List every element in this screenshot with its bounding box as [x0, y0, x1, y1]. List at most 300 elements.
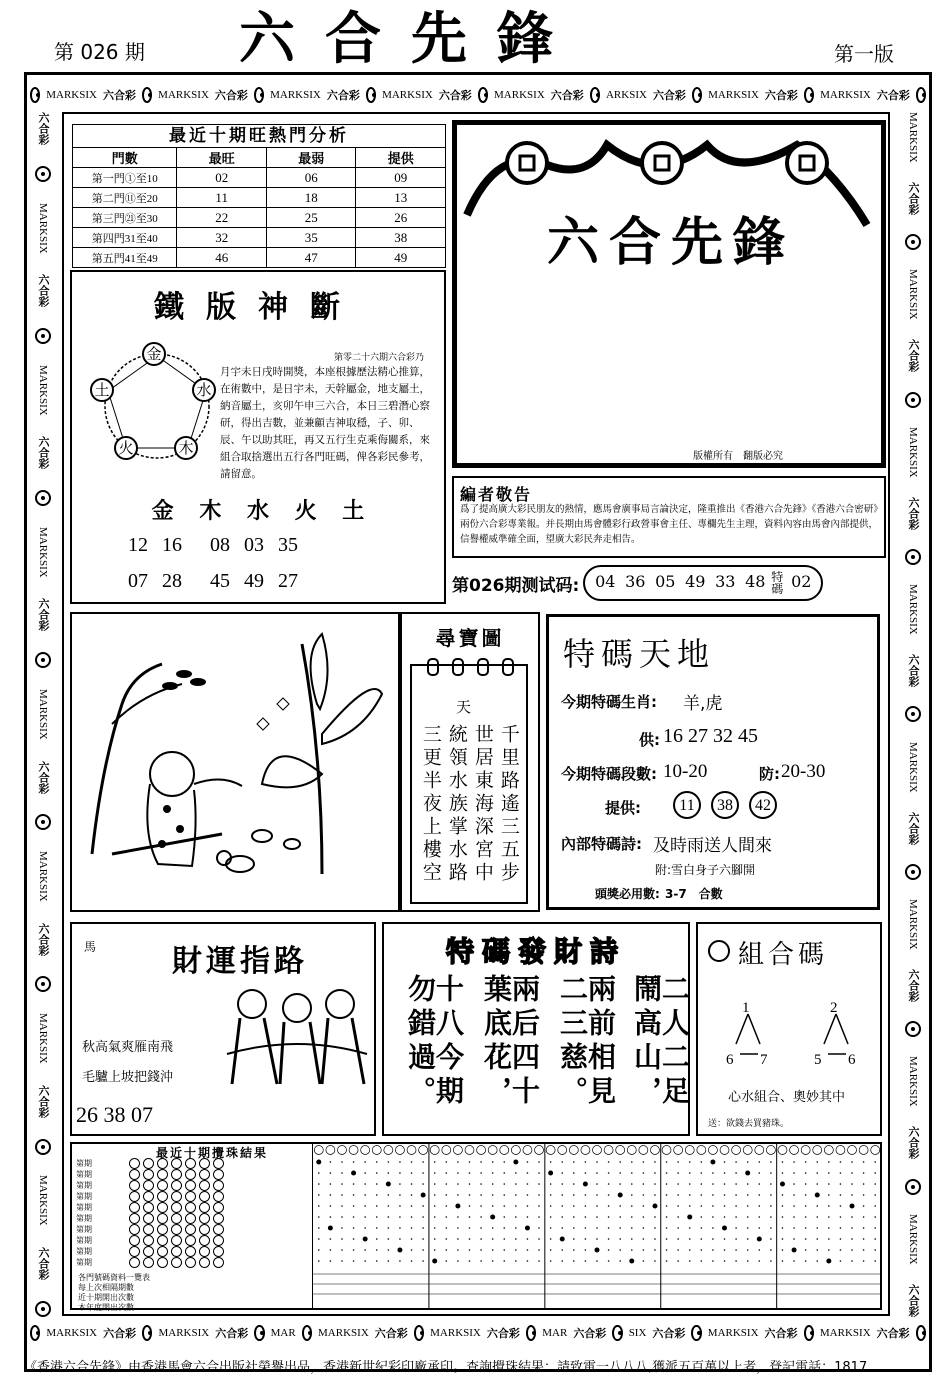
grid-dot: [503, 1238, 505, 1240]
grid-dot: [469, 1227, 471, 1229]
grid-dot: [840, 1183, 842, 1185]
table-cell: 46: [177, 248, 267, 268]
grid-dot: [561, 1216, 563, 1218]
border-word: 六合彩: [907, 654, 919, 688]
border-word: 六合彩: [438, 90, 472, 102]
grid-dot: [399, 1205, 401, 1207]
grid-dot: [863, 1249, 865, 1251]
grid-dot: [318, 1172, 320, 1174]
border-word: MARKSIX: [318, 1327, 369, 1339]
grid-dot: [480, 1227, 482, 1229]
ball-slot-icon: [213, 1235, 224, 1246]
grid-dot: [561, 1249, 563, 1251]
grid-dot: [316, 1160, 321, 1165]
masthead-big-title: 六合先鋒: [546, 213, 795, 273]
grid-dot: [376, 1238, 378, 1240]
combo-note: 送：欲錢去買豬珠。: [708, 1119, 790, 1129]
grid-dot: [527, 1183, 529, 1185]
flower-icon: [35, 814, 51, 830]
grid-dot: [631, 1205, 633, 1207]
flower-icon: [905, 549, 921, 565]
grid-dot: [330, 1183, 332, 1185]
grid-dot: [608, 1172, 610, 1174]
grid-dot: [608, 1216, 610, 1218]
ring-icon: [427, 658, 439, 676]
ball-slot-icon: [129, 1158, 140, 1169]
grid-dot: [492, 1260, 494, 1262]
grid-dot: [585, 1249, 587, 1251]
grid-dot: [863, 1227, 865, 1229]
grid-dot: [364, 1172, 366, 1174]
grid-dot: [376, 1216, 378, 1218]
border-word: MARKSIX: [907, 269, 919, 321]
ball-slot-icon: [143, 1158, 154, 1169]
grid-dot: [388, 1227, 390, 1229]
grid-dot: [538, 1183, 540, 1185]
grid-dot: [411, 1205, 413, 1207]
border-word: 六合彩: [764, 90, 798, 102]
grid-dot: [364, 1205, 366, 1207]
grid-dot: [434, 1205, 436, 1207]
test-number: 04: [595, 572, 616, 591]
grid-dot: [490, 1215, 495, 1220]
hot-table: [72, 147, 446, 268]
results-row-label: 第期: [76, 1258, 92, 1267]
ball-slot-icon: [143, 1224, 154, 1235]
grid-dot: [434, 1161, 436, 1163]
grid-dot: [689, 1161, 691, 1163]
grid-dot: [388, 1216, 390, 1218]
border-word: MARKSIX: [37, 1013, 49, 1064]
ball-slot-icon: [213, 1191, 224, 1202]
grid-dot: [874, 1238, 876, 1240]
ball-slot-icon: [199, 1158, 210, 1169]
border-word: MARKSIX: [46, 89, 97, 101]
grid-dot: [550, 1194, 552, 1196]
results-row-label: 第期: [76, 1247, 92, 1256]
poem-value: 及時雨送人間來: [653, 836, 772, 856]
ball-slot-icon: [171, 1246, 182, 1257]
number-row-2: [128, 570, 298, 593]
grid-dot: [353, 1227, 355, 1229]
ball-slot-icon: [143, 1169, 154, 1180]
grid-dot: [608, 1238, 610, 1240]
grid-dot: [318, 1194, 320, 1196]
border-word: MARKSIX: [907, 741, 919, 793]
grid-dot: [654, 1216, 656, 1218]
grid-header-circle: [790, 1146, 799, 1155]
border-word: 六合彩: [907, 339, 919, 373]
grid-dot: [388, 1172, 390, 1174]
border-word: MARKSIX: [707, 1327, 759, 1339]
results-panel: [70, 1142, 882, 1310]
grid-dot: [561, 1205, 563, 1207]
grid-dot: [515, 1227, 517, 1229]
grid-dot: [596, 1227, 598, 1229]
edition-label: 第一版: [834, 42, 894, 66]
grid-dot: [874, 1227, 876, 1229]
grid-dot: [596, 1194, 598, 1196]
grid-dot: [631, 1238, 633, 1240]
grid-dot: [874, 1260, 876, 1262]
grid-dot: [596, 1205, 598, 1207]
grid-dot: [758, 1205, 760, 1207]
grid-dot: [434, 1172, 436, 1174]
table-cell: 第五門41至49: [73, 248, 177, 268]
grid-dot: [492, 1238, 494, 1240]
grid-dot: [701, 1216, 703, 1218]
grid-dot: [666, 1249, 668, 1251]
grid-header-circle: [488, 1146, 497, 1155]
ball-slot-icon: [185, 1257, 196, 1268]
combo-left-top: 1: [742, 1000, 750, 1016]
ball-slot-icon: [171, 1257, 182, 1268]
grid-dot: [770, 1194, 772, 1196]
border-word: 六合彩: [573, 1328, 607, 1340]
grid-dot: [619, 1227, 621, 1229]
grid-header-circle: [535, 1146, 544, 1155]
border-word: 六合彩: [876, 1328, 910, 1340]
results-row-label: 第期: [76, 1203, 92, 1212]
grid-dot: [758, 1161, 760, 1163]
grid-header-circle: [407, 1146, 416, 1155]
results-row: [76, 1191, 308, 1202]
grid-dot: [701, 1205, 703, 1207]
grid-dot: [399, 1161, 401, 1163]
grid-dot: [805, 1172, 807, 1174]
test-code-box: [583, 565, 823, 601]
grid-dot: [422, 1205, 424, 1207]
border-word: 六合彩: [374, 1328, 408, 1340]
grid-dot: [573, 1249, 575, 1251]
grid-header-circle: [337, 1146, 346, 1155]
hot-table-panel: [72, 124, 446, 264]
ball-slot-icon: [129, 1202, 140, 1213]
border-word: MARKSIX: [907, 426, 919, 478]
border-word: 六合彩: [907, 496, 919, 530]
ball-slot-icon: [143, 1180, 154, 1191]
table-cell: 第三門㉑至30: [73, 208, 177, 228]
test-number: 33: [715, 572, 736, 591]
grid-dot: [550, 1216, 552, 1218]
grid-dot: [666, 1260, 668, 1262]
grid-dot: [469, 1194, 471, 1196]
grid-dot: [828, 1183, 830, 1185]
grid-dot: [850, 1204, 855, 1209]
grid-dot: [480, 1194, 482, 1196]
grid-header-circle: [871, 1146, 880, 1155]
boy-and-plant-illustration: [72, 614, 398, 910]
grid-dot: [573, 1205, 575, 1207]
grid-dot: [434, 1238, 436, 1240]
tieban-text: 月宇未日戌時開獎，本座根據歷法精心推算，在術數中，是日宇未，天幹屬金，地支屬土，納音屬土，亥卯午申三六合，本日三碧潛心察研，得出吉數，並兼顧吉神取穩，子、卯、辰、午以助其旺，再又五行生克乘侮關系，來組合取捨選出五行各門旺碼，俾各彩民參考，請留意。: [220, 366, 430, 480]
grid-dot: [826, 1259, 831, 1264]
grid-dot: [480, 1172, 482, 1174]
grid-dot: [446, 1161, 448, 1163]
grid-dot: [388, 1238, 390, 1240]
grid-dot: [388, 1161, 390, 1163]
grid-dot: [782, 1249, 784, 1251]
grid-dot: [782, 1205, 784, 1207]
grid-dot: [364, 1216, 366, 1218]
grid-dot: [318, 1216, 320, 1218]
table-cell: 09: [356, 168, 446, 188]
grid-header-circle: [546, 1146, 555, 1155]
grid-dot: [341, 1249, 343, 1251]
grid-dot: [631, 1227, 633, 1229]
ring-icon: [452, 658, 464, 676]
ball-slot-icon: [213, 1224, 224, 1235]
grid-dot: [805, 1249, 807, 1251]
grid-dot: [573, 1238, 575, 1240]
column-header: 提供: [356, 148, 446, 168]
grid-dot: [397, 1248, 402, 1253]
flower-icon: [478, 87, 488, 103]
grid-dot: [353, 1216, 355, 1218]
results-grid: [312, 1144, 880, 1308]
column-header: 最弱: [266, 148, 356, 168]
table-cell: 49: [356, 248, 446, 268]
grid-header-circle: [627, 1146, 636, 1155]
border-word: MARKSIX: [37, 202, 49, 254]
grid-dot: [561, 1172, 563, 1174]
ball-slot-icon: [129, 1169, 140, 1180]
grid-dot: [863, 1216, 865, 1218]
grid-dot: [573, 1216, 575, 1218]
grid-dot: [341, 1227, 343, 1229]
grid-dot: [434, 1183, 436, 1185]
number-row-1: [128, 534, 298, 557]
grid-dot: [469, 1249, 471, 1251]
grid-dot: [874, 1205, 876, 1207]
grid-dot: [595, 1248, 600, 1253]
grid-dot: [376, 1205, 378, 1207]
provide-label: 供:: [639, 731, 660, 749]
table-cell: 22: [177, 208, 267, 228]
grid-dot: [469, 1172, 471, 1174]
treasure-map-panel: [400, 612, 540, 912]
ball-slot-icon: [199, 1235, 210, 1246]
grid-dot: [596, 1260, 598, 1262]
grid-dot: [411, 1238, 413, 1240]
grid-dot: [341, 1260, 343, 1262]
grid-dot: [793, 1172, 795, 1174]
results-row: [76, 1257, 308, 1268]
grid-dot: [710, 1160, 715, 1165]
results-row: [76, 1224, 308, 1235]
grid-dot: [735, 1161, 737, 1163]
lottery-number: 07: [128, 570, 148, 592]
grid-dot: [851, 1194, 853, 1196]
ball-slot-icon: [157, 1180, 168, 1191]
grid-dot: [712, 1227, 714, 1229]
grid-dot: [619, 1249, 621, 1251]
grid-dot: [573, 1227, 575, 1229]
border-word: SIX: [628, 1327, 647, 1339]
ball-slot-icon: [143, 1213, 154, 1224]
grid-dot: [446, 1227, 448, 1229]
border-word: 六合彩: [37, 598, 49, 632]
results-grid-svg: [313, 1144, 881, 1308]
grid-dot: [793, 1194, 795, 1196]
grid-dot: [770, 1216, 772, 1218]
grid-dot: [782, 1238, 784, 1240]
table-cell: 第四門31至40: [73, 228, 177, 248]
grid-dot: [747, 1205, 749, 1207]
flower-icon: [35, 976, 51, 992]
grid-dot: [874, 1249, 876, 1251]
border-word: MARKSIX: [37, 526, 49, 578]
element-earth: 土: [90, 378, 114, 402]
border-word: MARKSIX: [907, 1213, 919, 1265]
border-word: 六合彩: [37, 274, 49, 308]
ball-slot-icon: [171, 1224, 182, 1235]
grid-dot: [631, 1216, 633, 1218]
grid-dot: [828, 1216, 830, 1218]
ball-slot-icon: [157, 1202, 168, 1213]
border-word: MARKSIX: [37, 851, 49, 902]
grid-dot: [318, 1183, 320, 1185]
grid-dot: [643, 1183, 645, 1185]
grid-dot: [735, 1227, 737, 1229]
grid-dot: [770, 1227, 772, 1229]
grid-dot: [513, 1160, 518, 1165]
border-word: MARKSIX: [708, 89, 759, 101]
flower-icon: [905, 1021, 921, 1037]
grid-dot: [793, 1216, 795, 1218]
poem-label: 內部特碼詩:: [561, 835, 642, 853]
flower-icon: [142, 87, 152, 103]
border-word: MARKSIX: [494, 89, 545, 101]
combo-left-l: 6: [726, 1052, 734, 1068]
combo-title: 組合碼: [738, 940, 829, 970]
grid-dot: [654, 1183, 656, 1185]
border-left: [30, 112, 56, 1317]
grid-dot: [805, 1238, 807, 1240]
page-title: 六合先鋒: [239, 7, 583, 72]
results-row: [76, 1235, 308, 1246]
grid-dot: [573, 1260, 575, 1262]
grid-dot: [643, 1238, 645, 1240]
ball-slot-icon: [213, 1169, 224, 1180]
grid-dot: [805, 1216, 807, 1218]
grid-dot: [457, 1238, 459, 1240]
grid-dot: [364, 1161, 366, 1163]
combo-left-r: 7: [760, 1052, 768, 1068]
grid-header-circle: [314, 1146, 323, 1155]
copyright-note: 版權所有 翻版必究: [693, 451, 783, 462]
border-word: MARKSIX: [907, 112, 919, 163]
grid-dot: [446, 1194, 448, 1196]
grid-dot: [353, 1238, 355, 1240]
grid-dot: [619, 1172, 621, 1174]
supply-label: 提供:: [605, 799, 641, 817]
grid-dot: [666, 1161, 668, 1163]
results-row: [76, 1213, 308, 1224]
grid-dot: [421, 1193, 426, 1198]
ball-slot-icon: [185, 1191, 196, 1202]
grid-dot: [724, 1194, 726, 1196]
grid-dot: [840, 1249, 842, 1251]
grid-dot: [654, 1260, 656, 1262]
grid-dot: [677, 1260, 679, 1262]
grid-dot: [351, 1171, 356, 1176]
grid-dot: [619, 1161, 621, 1163]
grid-header-circle: [593, 1146, 602, 1155]
grid-dot: [457, 1172, 459, 1174]
grid-dot: [863, 1194, 865, 1196]
tieban-panel: [70, 270, 446, 604]
grid-dot: [388, 1249, 390, 1251]
grid-dot: [548, 1171, 553, 1176]
grid-dot: [608, 1260, 610, 1262]
grid-header-circle: [708, 1146, 717, 1155]
grid-dot: [643, 1205, 645, 1207]
grid-dot: [805, 1183, 807, 1185]
test-number: 05: [655, 572, 676, 591]
notice-title: 編者敬告: [460, 485, 533, 504]
grid-dot: [689, 1183, 691, 1185]
grid-header-circle: [650, 1146, 659, 1155]
border-word: 六合彩: [652, 90, 686, 102]
test-code-row: [452, 564, 886, 602]
caifu-numbers: 26 38 07: [76, 1102, 153, 1127]
grid-dot: [770, 1183, 772, 1185]
lottery-number: 35: [278, 534, 298, 556]
flower-icon: [142, 1325, 152, 1341]
grid-dot: [747, 1194, 749, 1196]
grid-dot: [538, 1205, 540, 1207]
grid-dot: [805, 1194, 807, 1196]
grid-dot: [758, 1227, 760, 1229]
grid-dot: [851, 1216, 853, 1218]
grid-dot: [666, 1205, 668, 1207]
caifu-panel: [70, 922, 376, 1136]
grid-dot: [457, 1161, 459, 1163]
border-word: MARKSIX: [46, 1327, 98, 1339]
grid-dot: [330, 1205, 332, 1207]
grid-header-circle: [569, 1146, 578, 1155]
grid-dot: [666, 1172, 668, 1174]
ball-slot-icon: [199, 1213, 210, 1224]
results-row-label: 第期: [76, 1159, 92, 1168]
grid-header-circle: [430, 1146, 439, 1155]
grid-dot: [840, 1238, 842, 1240]
grid-dot: [735, 1205, 737, 1207]
grid-dot: [793, 1260, 795, 1262]
grid-dot: [712, 1238, 714, 1240]
grid-dot: [828, 1227, 830, 1229]
results-row: [76, 1202, 308, 1213]
grid-dot: [573, 1194, 575, 1196]
grid-header-circle: [384, 1146, 393, 1155]
tema-poem-panel: [382, 922, 690, 1136]
ball-slot-icon: [171, 1213, 182, 1224]
grid-dot: [341, 1161, 343, 1163]
grid-dot: [399, 1183, 401, 1185]
grid-dot: [480, 1216, 482, 1218]
ball-slot-icon: [199, 1191, 210, 1202]
grid-dot: [608, 1183, 610, 1185]
grid-dot: [805, 1227, 807, 1229]
travelers-illustration: [222, 984, 372, 1094]
ball-slot-icon: [185, 1202, 196, 1213]
provide-value: 16 27 32 45: [663, 725, 758, 747]
grid-dot: [364, 1183, 366, 1185]
grid-dot: [735, 1172, 737, 1174]
grid-dot: [874, 1172, 876, 1174]
treasure-col: 統領水族掌水路: [445, 724, 468, 885]
